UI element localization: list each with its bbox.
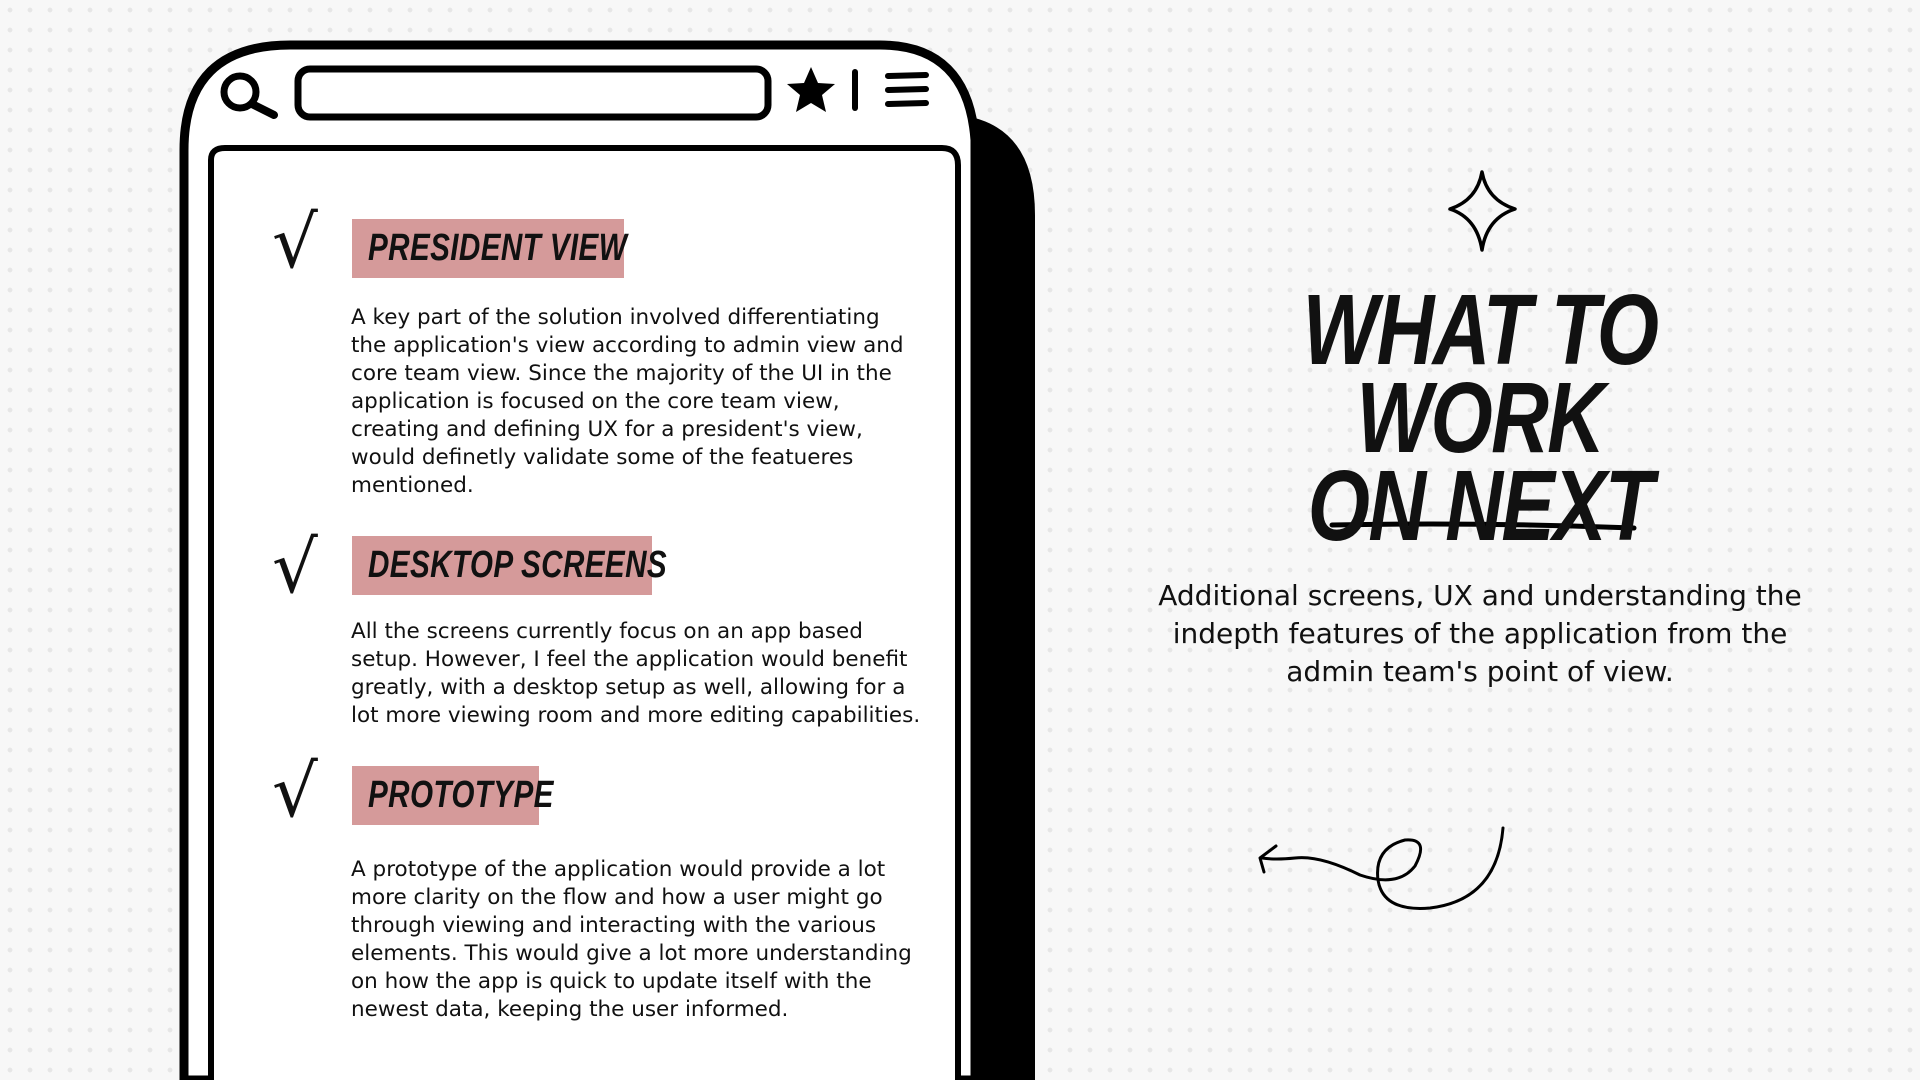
sparkle-icon [1450,172,1515,250]
arrow-icon [1260,828,1503,908]
check-icon: √ [272,525,318,609]
section-body: A prototype of the application would provide a lot more clarity on the flow and how a user might go through viewing and interacting with the various elements. This would give a lot more understanding on how the app is quick to update itself with the newest data, keeping the user informed. [351,857,912,1022]
page-title-line-1: WHAT TO WORK [1302,274,1658,474]
section-title: PRESIDENT VIEW [368,227,628,269]
page-subtitle: Additional screens, UX and understanding the indepth features of the application from the admin team's point of view. [1158,579,1802,688]
section-heading-president-view [352,219,628,278]
check-icon: √ [272,200,318,284]
section-body: A key part of the solution involved differentiating the application's view according to admin view and core team view. Since the majority of the UI in the application is focused on the core team view, creating and defining UX for a president's view, would definetly validate some of the featueres mentioned. [351,305,904,498]
section-heading-desktop-screens [352,536,668,595]
address-bar[interactable] [298,69,768,117]
section-title: PROTOTYPE [368,774,554,816]
section-heading-prototype [352,766,554,825]
page-title [1232,274,1728,562]
section-body: All the screens currently focus on an app based setup. However, I feel the application would benefit greatly, with a desktop setup as well, allowing for a lot more viewing room and more editing capabilities. [351,619,921,728]
section-title: DESKTOP SCREENS [368,544,668,586]
page-title-line-2: ON NEXT [1307,450,1653,562]
check-icon: √ [272,749,318,833]
